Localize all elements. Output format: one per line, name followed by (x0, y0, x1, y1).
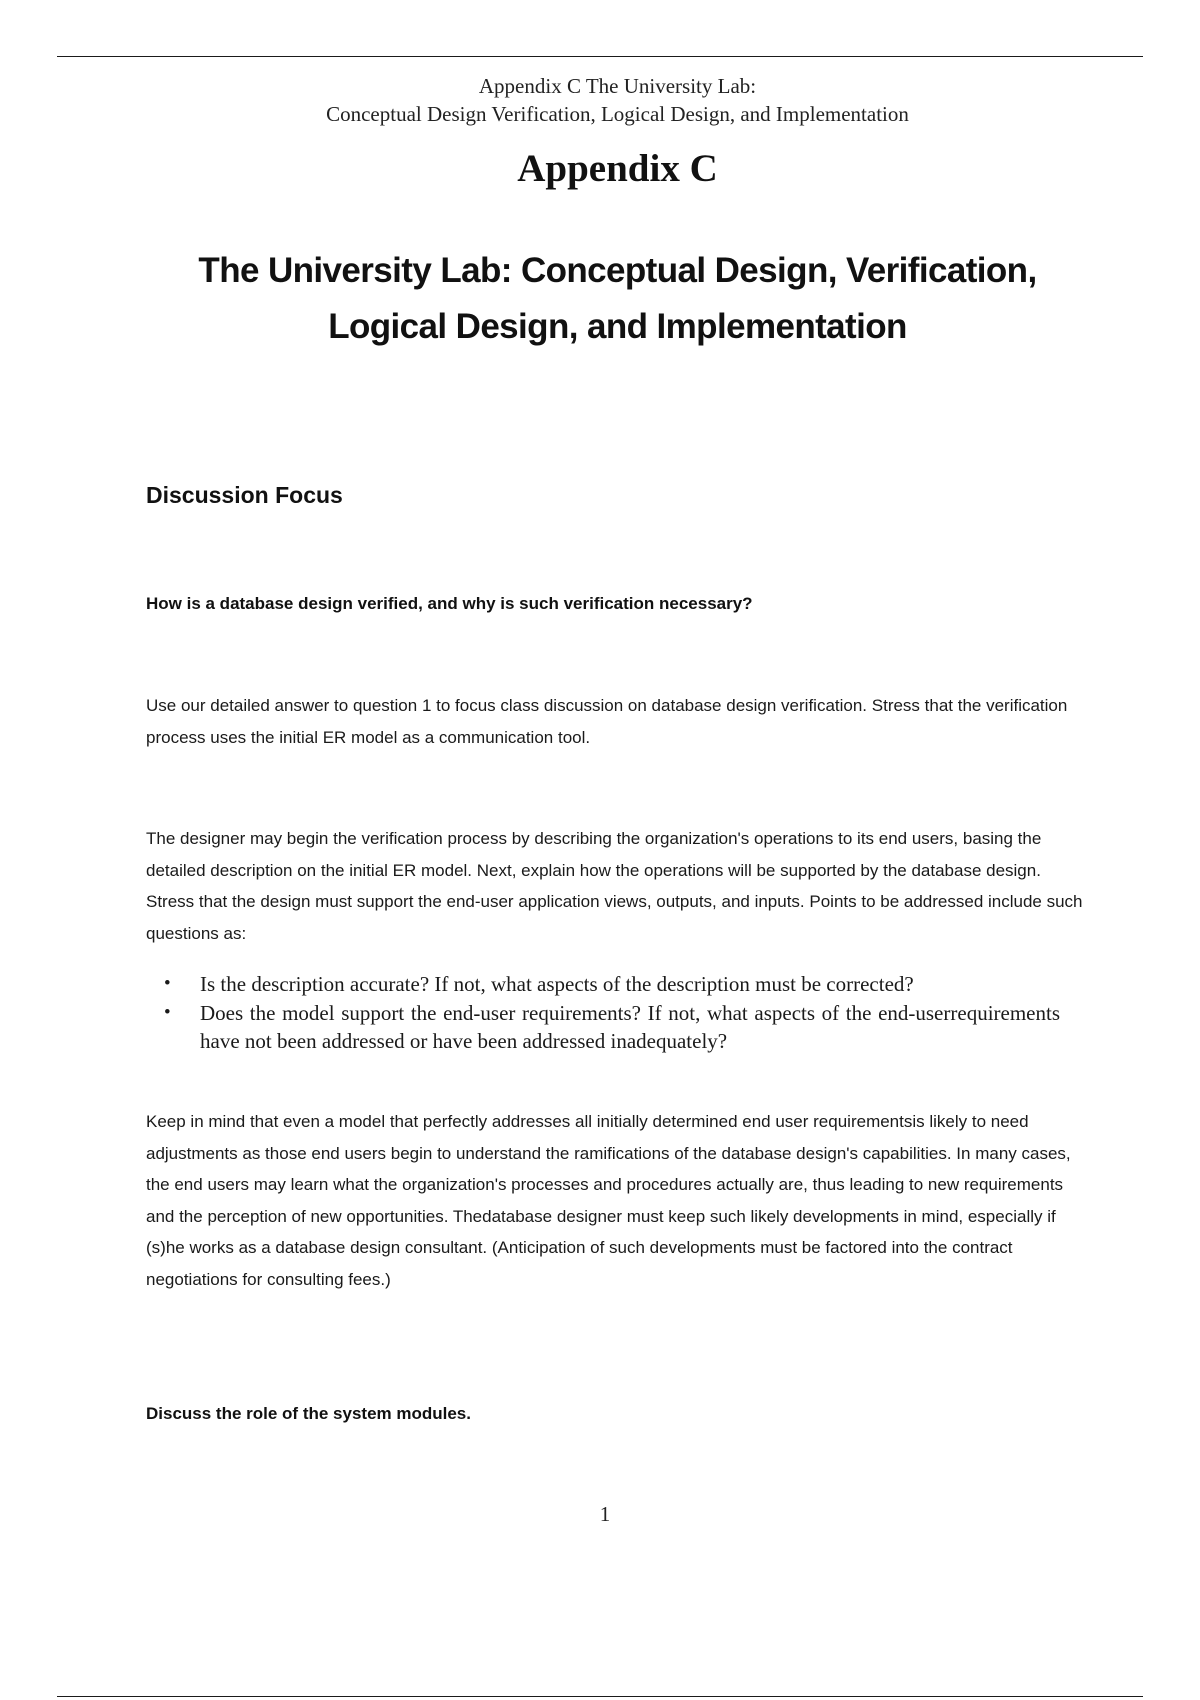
bullet-list (160, 970, 1060, 1056)
main-title-line-2: Logical Design, and Implementation (328, 307, 907, 346)
paragraph-1: Use our detailed answer to question 1 to focus class discussion on database design verification. Stress that the verification process uses the initial ER model as a communication tool. (146, 696, 1068, 747)
bullet-icon: • (164, 973, 171, 994)
bullet-item-text: Does the model support the end-user requirements? If not, what aspects of the end-userrequirements have not been addressed or have been addressed inadequately? (200, 1000, 1060, 1053)
bullet-item-1 (160, 970, 1060, 999)
main-title (0, 243, 1200, 355)
running-header-line-1: Appendix C The University Lab: (478, 74, 757, 98)
section-heading: Discussion Focus (146, 482, 343, 508)
bullet-icon: • (164, 1001, 171, 1023)
bottom-rule (57, 1696, 1143, 1697)
question-2: Discuss the role of the system modules. (146, 1404, 471, 1423)
page-number: 1 (599, 1502, 611, 1526)
bullet-item-2 (160, 999, 1060, 1056)
top-rule (57, 56, 1143, 57)
bullet-item-text: Is the description accurate? If not, what aspects of the description must be corrected? (200, 972, 914, 996)
main-title-line-1: The University Lab: Conceptual Design, Verification, (198, 251, 1037, 290)
appendix-title: Appendix C (517, 147, 718, 190)
running-header-line-2: Conceptual Design Verification, Logical Design, and Implementation (326, 102, 909, 126)
running-header (0, 72, 1200, 128)
paragraph-2: The designer may begin the verification process by describing the organization's operations to its end users, basing the detailed description on the initial ER model. Next, explain how the operations will be supported by the database design. Stress that the design must support the end-user application views, outputs, and inputs. Points to be addressed include such questions as: (146, 829, 1083, 943)
question-1: How is a database design verified, and why is such verification necessary? (146, 594, 753, 613)
paragraph-3: Keep in mind that even a model that perfectly addresses all initially determined end user requirementsis likely to need adjustments as those end users begin to understand the ramifications of the database design's capabilities. In many cases, the end users may learn what the organization's processes and procedures actually are, thus leading to new requirements and the perception of new opportunities. Thedatabase designer must keep such likely developments in mind, especially if (s)he works as a database design consultant. (Anticipation of such developments must be factored into the contract negotiations for consulting fees.) (146, 1112, 1071, 1289)
